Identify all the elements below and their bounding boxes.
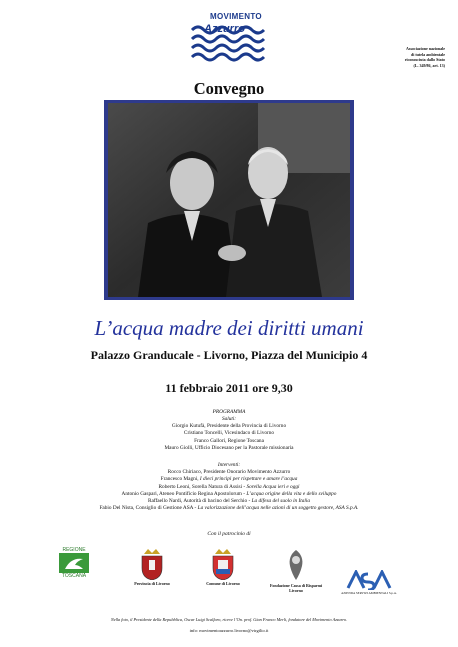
event-photo xyxy=(104,100,354,300)
intervention-item xyxy=(0,469,458,476)
regione-text-top: REGIONE xyxy=(62,547,86,553)
speaker: Rocco Chiriaco, Presidente Onorario Movimento Azzurro xyxy=(167,469,291,476)
association-line: (L. 349/86, art. 13) xyxy=(413,62,445,68)
greetings-heading: Saluti: xyxy=(221,416,237,422)
logo-caption: AZIENDA SERVIZI AMBIENTALI S.p.A. xyxy=(341,591,397,595)
contact-email: info: movimentoazzurro.livorno@virgilio.it xyxy=(189,628,269,633)
greetings-section xyxy=(0,416,458,452)
event-date: 11 febbraio 2011 ore 9,30 xyxy=(165,381,293,395)
talk-topic: I dieci principi per rispettare e amare l’acqua xyxy=(199,476,298,483)
interventions-section xyxy=(0,462,458,512)
talk-topic: L’acqua origine della vita e dello sviluppo xyxy=(246,490,337,497)
association-line: di tutela ambientale xyxy=(411,51,445,57)
pegasus-icon xyxy=(59,553,89,573)
intervention-item xyxy=(0,476,458,483)
comune-crest-icon xyxy=(211,548,235,580)
intervention-item xyxy=(0,484,458,491)
patronage-heading: Con il patrocinio di xyxy=(207,531,251,537)
event-title: L’acqua madre dei diritti umani xyxy=(94,316,364,340)
talk-topic: Sorella Acqua ieri e oggi xyxy=(246,483,300,490)
photo-caption-note: Nella foto, il Presidente della Repubblica, Oscar Luigi Scalfaro, riceve l’On. prof. Gian Franco Merli, fondatore del Movimento Azzurro. xyxy=(110,617,348,622)
logo-fondazione-cassa xyxy=(268,548,324,593)
event-venue: Palazzo Granducale - Livorno, Piazza del Municipio 4 xyxy=(90,348,368,362)
speaker: Antonio Gaspari, Ateneo Pontificio Regina Apostolorum - xyxy=(121,490,245,497)
intervention-item xyxy=(0,491,458,498)
movimento-azzurro-logo xyxy=(190,12,272,62)
provincia-crest-icon xyxy=(140,548,164,580)
logo-provincia-livorno xyxy=(125,548,179,586)
asa-mark-icon xyxy=(346,570,392,590)
photo-image xyxy=(108,103,350,297)
association-note xyxy=(379,46,445,68)
logo-caption: Comune di Livorno xyxy=(206,581,240,586)
logo-title: MOVIMENTO xyxy=(210,12,262,21)
fondazione-emblem-icon xyxy=(283,548,309,582)
greeting-item: Franco Gallori, Regione Toscana xyxy=(194,437,264,444)
logo-asa xyxy=(338,548,400,596)
logo-caption: Fondazione Cassa di Risparmi Livorno xyxy=(269,583,323,593)
regione-text-bottom: TOSCANA xyxy=(61,573,87,579)
speaker: Roberto Leoni, Sorella Natura di Assisi - xyxy=(158,483,246,490)
association-line: Associazione nazionale xyxy=(406,46,445,51)
logo-regione-toscana xyxy=(52,548,96,579)
talk-topic: La difesa del suolo in Italia xyxy=(251,498,311,505)
speaker: Raffaello Nardi, Autorità di bacino del Serchio - xyxy=(147,498,251,505)
greeting-item: Giorgio Kutufà, Presidente della Provincia di Livorno xyxy=(171,423,287,430)
talk-topic: La valorizzazione dell’acqua nelle azioni di un soggetto gestore, ASA S.p.A. xyxy=(197,505,359,512)
speaker: Francesco Magni, xyxy=(160,476,199,483)
intervention-item xyxy=(0,505,458,512)
interventions-heading: Interventi: xyxy=(217,462,241,468)
association-line: riconosciuta dallo Stato xyxy=(404,57,445,62)
logo-brand: Azzurro xyxy=(204,23,245,35)
program-heading: PROGRAMMA xyxy=(212,409,246,415)
greeting-item: Cristiano Toncelli, Vicesindaco di Livorno xyxy=(183,430,275,437)
intervention-item xyxy=(0,498,458,505)
logo-comune-livorno xyxy=(196,548,250,586)
logo-caption: Provincia di Livorno xyxy=(134,581,170,586)
greeting-item: Mauro Giolli, Ufficio Diocesano per la Pastorale missionaria xyxy=(164,444,294,451)
speaker: Fabio Del Nista, Consiglio di Gestione ASA - xyxy=(99,505,197,512)
event-label: Convegno xyxy=(193,79,265,98)
